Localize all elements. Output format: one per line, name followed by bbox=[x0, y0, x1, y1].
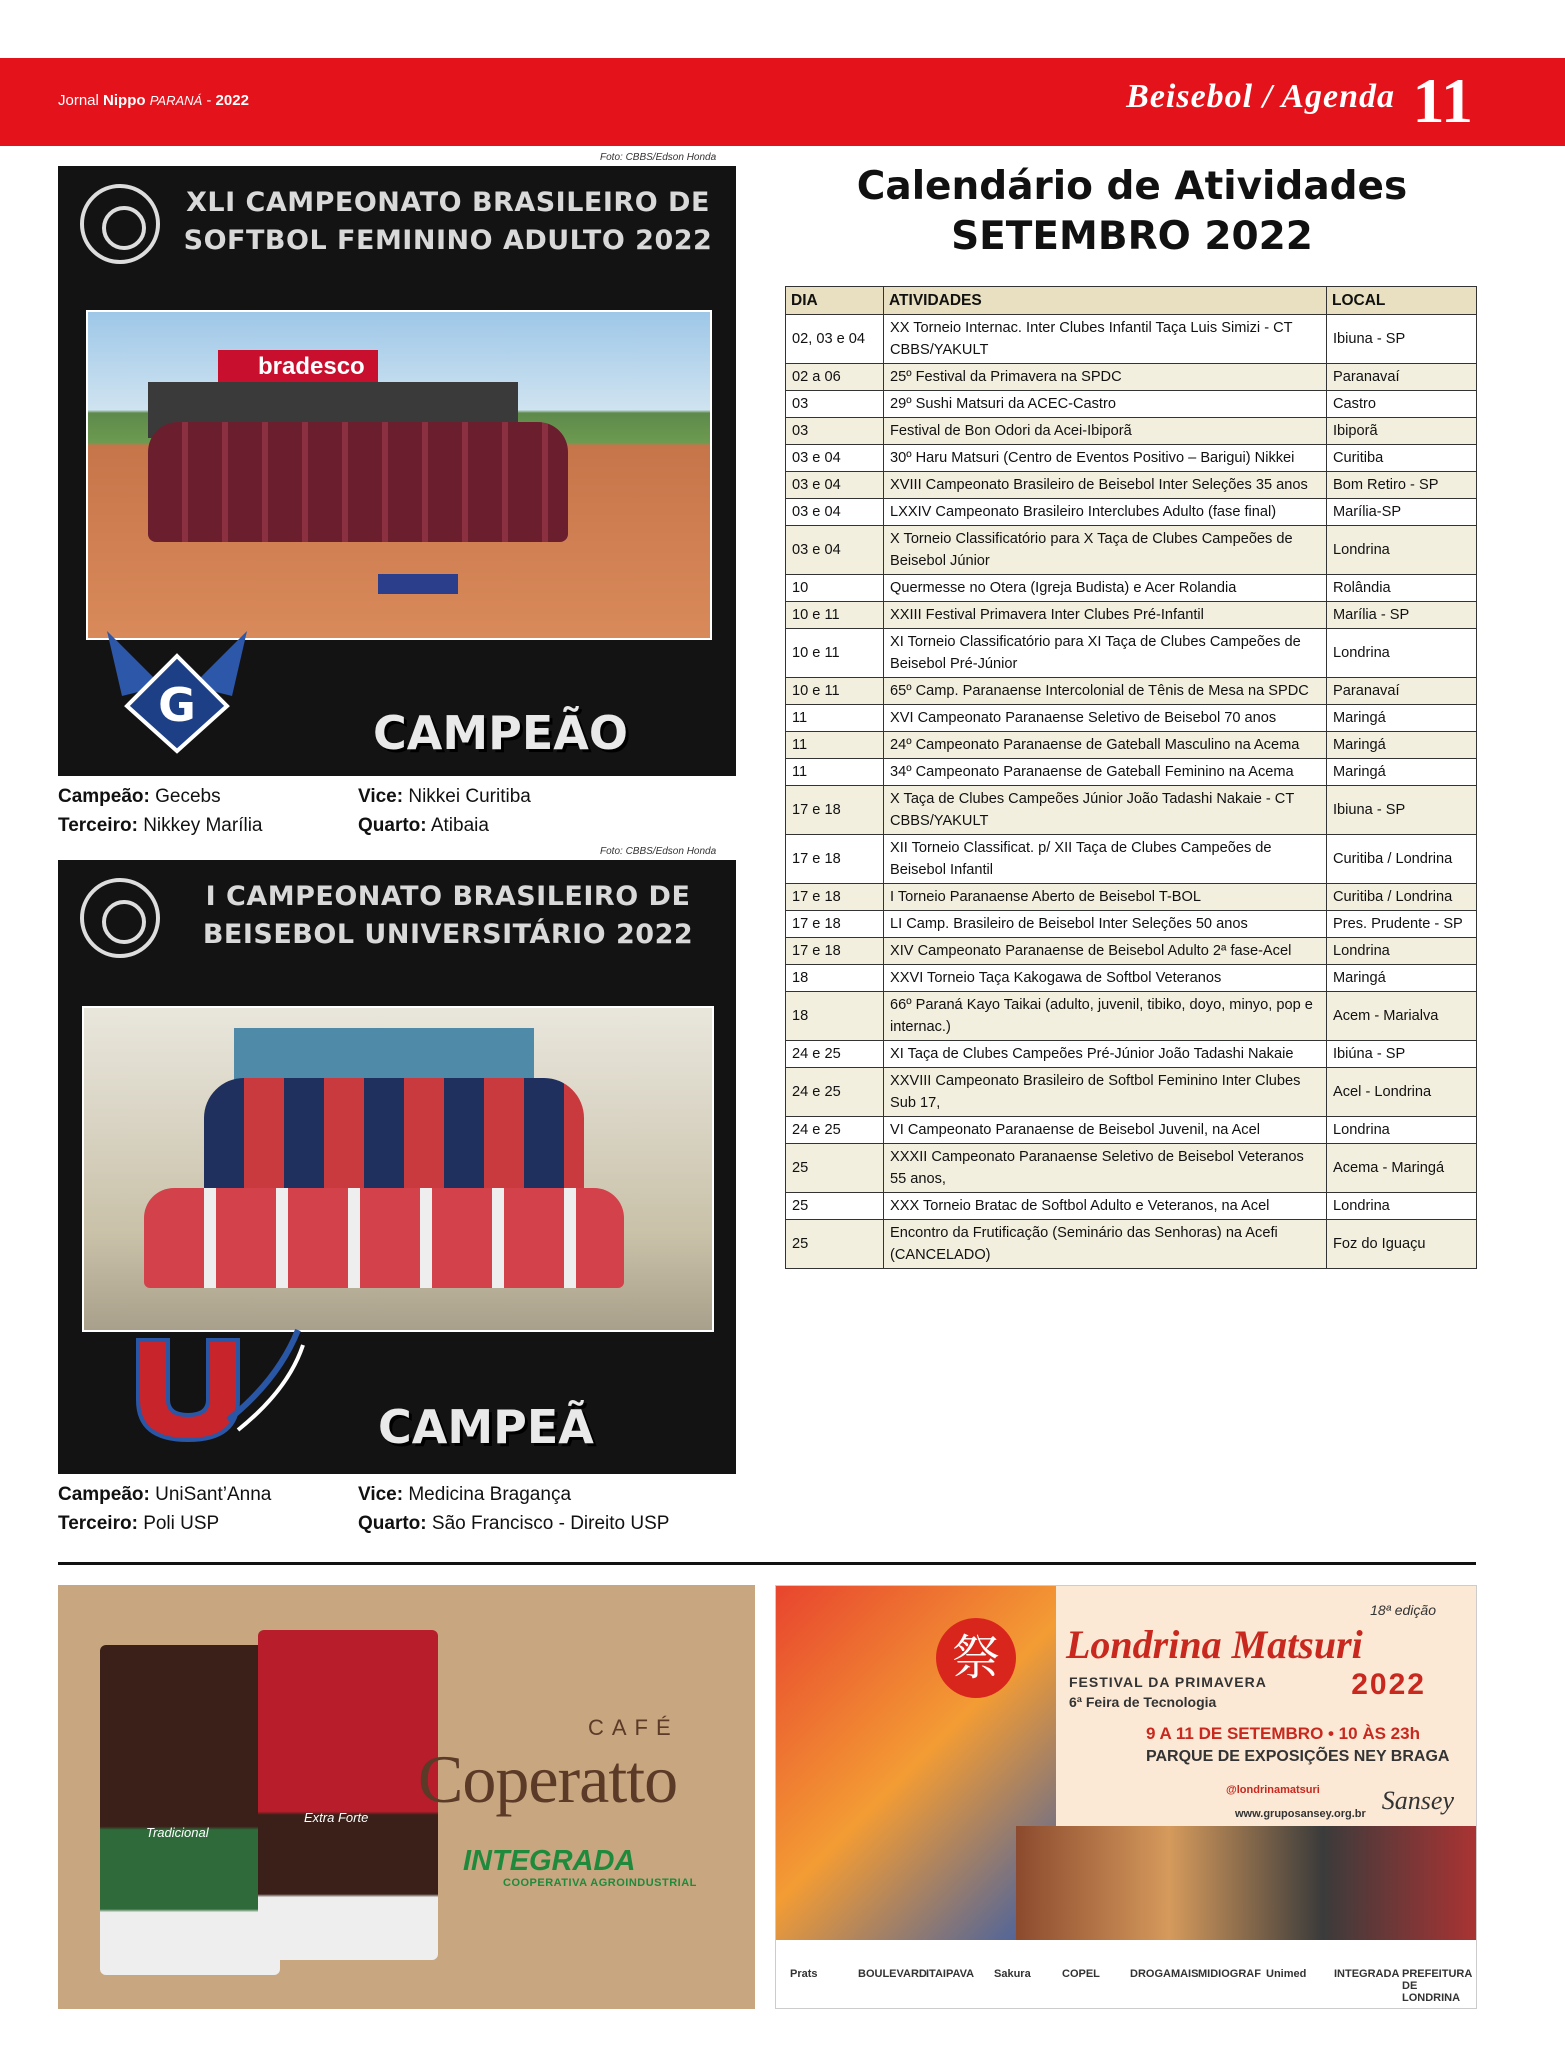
cell-atividade: XXIII Festival Primavera Inter Clubes Pré-Infantil bbox=[884, 602, 1327, 629]
result-label: Terceiro: bbox=[58, 815, 138, 836]
header-atividades: ATIVIDADES bbox=[884, 287, 1327, 315]
sponsor-logo: Prats bbox=[790, 1968, 818, 1980]
calendar-row bbox=[786, 602, 1477, 629]
cbbs-logo-icon bbox=[80, 878, 160, 958]
masthead bbox=[58, 92, 249, 109]
section-divider bbox=[58, 1562, 1476, 1565]
calendar-row bbox=[786, 759, 1477, 786]
sponsor-logo: ITAIPAVA bbox=[926, 1968, 975, 1980]
matsuri-site: www.gruposansey.org.br bbox=[1235, 1808, 1366, 1820]
result-label: Vice: bbox=[358, 786, 404, 807]
cell-dia: 11 bbox=[786, 759, 884, 786]
calendar-row bbox=[786, 938, 1477, 965]
cell-atividade: 34º Campeonato Paranaense de Gateball Feminino na Acema bbox=[884, 759, 1327, 786]
cell-dia: 10 e 11 bbox=[786, 678, 884, 705]
masthead-region: PARANÁ bbox=[149, 93, 203, 108]
cell-local: Curitiba / Londrina bbox=[1327, 835, 1477, 884]
edition-label: 18ª edição bbox=[1370, 1602, 1436, 1618]
matsuri-kanji-icon: 祭 bbox=[936, 1618, 1016, 1698]
beisebol-title-line1: I CAMPEONATO BRASILEIRO DE bbox=[205, 881, 691, 912]
sponsor-logo: INTEGRADA bbox=[1334, 1968, 1400, 1980]
cell-local: Marília - SP bbox=[1327, 602, 1477, 629]
calendar-title-line1: Calendário de Atividades bbox=[856, 164, 1408, 209]
result-value: Nikkey Marília bbox=[143, 815, 263, 836]
calendar-row bbox=[786, 884, 1477, 911]
photo-credit: Foto: CBBS/Edson Honda bbox=[600, 152, 717, 163]
cell-atividade: XIV Campeonato Paranaense de Beisebol Adulto 2ª fase-Acel bbox=[884, 938, 1327, 965]
result-label: Terceiro: bbox=[58, 1513, 138, 1534]
result-value: Poli USP bbox=[143, 1513, 220, 1534]
bag-label: Extra Forte bbox=[304, 1810, 369, 1825]
cell-dia: 03 e 04 bbox=[786, 499, 884, 526]
matsuri-subtitle1: FESTIVAL DA PRIMAVERA bbox=[1069, 1674, 1267, 1690]
page-number: 11 bbox=[1412, 65, 1473, 136]
integrada-subtitle: COOPERATIVA AGROINDUSTRIAL bbox=[503, 1877, 697, 1889]
cell-dia: 24 e 25 bbox=[786, 1117, 884, 1144]
cell-local: Ibiuna - SP bbox=[1327, 786, 1477, 835]
calendar-row bbox=[786, 499, 1477, 526]
cell-atividade: LXXIV Campeonato Brasileiro Interclubes Adulto (fase final) bbox=[884, 499, 1327, 526]
softbol-poster bbox=[58, 166, 736, 776]
coffee-bag-tradicional bbox=[100, 1645, 280, 1975]
calendar-row bbox=[786, 472, 1477, 499]
softbol-title-line2: SOFTBOL FEMININO ADULTO 2022 bbox=[183, 225, 713, 256]
cell-atividade: Festival de Bon Odori da Acei-Ibiporã bbox=[884, 418, 1327, 445]
svg-text:G: G bbox=[158, 678, 196, 732]
matsuri-title: Londrina Matsuri bbox=[1066, 1622, 1363, 1667]
cell-atividade: XVI Campeonato Paranaense Seletivo de Beisebol 70 anos bbox=[884, 705, 1327, 732]
calendar-table bbox=[785, 286, 1477, 1269]
cell-dia: 24 e 25 bbox=[786, 1041, 884, 1068]
cell-dia: 17 e 18 bbox=[786, 911, 884, 938]
cell-local: Paranavaí bbox=[1327, 678, 1477, 705]
sponsors-bar bbox=[776, 1940, 1476, 2008]
cell-dia: 25 bbox=[786, 1220, 884, 1269]
calendar-row bbox=[786, 1220, 1477, 1269]
cell-local: Ibiuna - SP bbox=[1327, 315, 1477, 364]
cell-atividade: XXVI Torneio Taça Kakogawa de Softbol Veteranos bbox=[884, 965, 1327, 992]
cell-local: Curitiba / Londrina bbox=[1327, 884, 1477, 911]
result-champion bbox=[58, 1480, 358, 1509]
sponsor-logo: PREFEITURA DE LONDRINA bbox=[1402, 1968, 1472, 2004]
cell-local: Maringá bbox=[1327, 965, 1477, 992]
coperatto-brand: Coperatto bbox=[418, 1741, 678, 1817]
photo-credit: Foto: CBBS/Edson Honda bbox=[600, 846, 717, 857]
header-dia: DIA bbox=[786, 287, 884, 315]
gecebs-banner bbox=[378, 574, 458, 594]
cell-dia: 25 bbox=[786, 1144, 884, 1193]
cell-dia: 03 e 04 bbox=[786, 472, 884, 499]
result-value: São Francisco - Direito USP bbox=[431, 1513, 670, 1534]
result-fourth bbox=[358, 811, 658, 840]
cell-local: Maringá bbox=[1327, 759, 1477, 786]
festival-photos bbox=[1016, 1826, 1476, 1942]
cbbs-logo-icon bbox=[80, 184, 160, 264]
cell-atividade: XI Torneio Classificatório para XI Taça de Clubes Campeões de Beisebol Pré-Júnior bbox=[884, 629, 1327, 678]
calendar-title bbox=[782, 162, 1482, 262]
calendar-row bbox=[786, 1117, 1477, 1144]
londrina-matsuri-ad bbox=[775, 1585, 1477, 2009]
result-label: Vice: bbox=[358, 1484, 404, 1505]
cell-dia: 10 e 11 bbox=[786, 602, 884, 629]
cell-local: Acel - Londrina bbox=[1327, 1068, 1477, 1117]
coperatto-ad bbox=[58, 1585, 755, 2009]
calendar-row bbox=[786, 911, 1477, 938]
beisebol-champion-word: CAMPEÃ bbox=[378, 1400, 594, 1454]
softbol-title-line1: XLI CAMPEONATO BRASILEIRO DE bbox=[186, 187, 710, 218]
cell-dia: 10 bbox=[786, 575, 884, 602]
cell-local: Paranavaí bbox=[1327, 364, 1477, 391]
players-group bbox=[148, 422, 568, 542]
cell-dia: 03 e 04 bbox=[786, 445, 884, 472]
matsuri-social: @londrinamatsuri bbox=[1226, 1784, 1320, 1796]
cell-local: Rolândia bbox=[1327, 575, 1477, 602]
beisebol-title-line2: BEISEBOL UNIVERSITÁRIO 2022 bbox=[202, 919, 694, 950]
sponsor-logo: DROGAMAIS bbox=[1130, 1968, 1199, 1980]
cell-local: Ibiporã bbox=[1327, 418, 1477, 445]
result-value: UniSant’Anna bbox=[155, 1484, 272, 1505]
cell-dia: 03 bbox=[786, 418, 884, 445]
beisebol-poster-title bbox=[178, 878, 718, 954]
cell-local: Acem - Marialva bbox=[1327, 992, 1477, 1041]
softbol-champion-word: CAMPEÃO bbox=[373, 706, 628, 760]
cell-dia: 03 bbox=[786, 391, 884, 418]
sponsor-logo: Unimed bbox=[1266, 1968, 1307, 1980]
cell-atividade: X Torneio Classificatório para X Taça de Clubes Campeões de Beisebol Júnior bbox=[884, 526, 1327, 575]
result-fourth bbox=[358, 1509, 738, 1538]
masthead-year: 2022 bbox=[215, 92, 249, 109]
cafe-label: CAFÉ bbox=[588, 1715, 679, 1740]
sansey-logo: Sansey bbox=[1381, 1786, 1454, 1815]
matsuri-dates: 9 A 11 DE SETEMBRO • 10 ÀS 23h bbox=[1146, 1724, 1420, 1743]
cell-dia: 17 e 18 bbox=[786, 884, 884, 911]
cell-atividade: 29º Sushi Matsuri da ACEC-Castro bbox=[884, 391, 1327, 418]
cell-dia: 11 bbox=[786, 705, 884, 732]
result-value: Atibaia bbox=[430, 815, 489, 836]
cell-dia: 18 bbox=[786, 965, 884, 992]
bag-label: Tradicional bbox=[146, 1825, 209, 1840]
result-vice bbox=[358, 1480, 738, 1509]
cell-atividade: LI Camp. Brasileiro de Beisebol Inter Seleções 50 anos bbox=[884, 911, 1327, 938]
cell-local: Pres. Prudente - SP bbox=[1327, 911, 1477, 938]
softbol-results bbox=[58, 782, 738, 842]
calendar-row bbox=[786, 965, 1477, 992]
calendar-row bbox=[786, 391, 1477, 418]
cell-local: Ibiúna - SP bbox=[1327, 1041, 1477, 1068]
cell-atividade: XII Torneio Classificat. p/ XII Taça de Clubes Campeões de Beisebol Infantil bbox=[884, 835, 1327, 884]
calendar-row bbox=[786, 678, 1477, 705]
cell-local: Londrina bbox=[1327, 526, 1477, 575]
sponsor-logo: Sakura bbox=[994, 1968, 1031, 1980]
cell-local: Acema - Maringá bbox=[1327, 1144, 1477, 1193]
cell-local: Londrina bbox=[1327, 938, 1477, 965]
result-third bbox=[58, 1509, 358, 1538]
cell-dia: 02 a 06 bbox=[786, 364, 884, 391]
calendar-row bbox=[786, 1041, 1477, 1068]
cell-local: Curitiba bbox=[1327, 445, 1477, 472]
cell-atividade: X Taça de Clubes Campeões Júnior João Tadashi Nakaie - CT CBBS/YAKULT bbox=[884, 786, 1327, 835]
cell-dia: 17 e 18 bbox=[786, 786, 884, 835]
matsuri-venue: PARQUE DE EXPOSIÇÕES NEY BRAGA bbox=[1146, 1748, 1450, 1765]
calendar-row bbox=[786, 629, 1477, 678]
beisebol-team-photo bbox=[82, 1006, 714, 1332]
calendar-row bbox=[786, 1193, 1477, 1220]
matsuri-subtitle2: 6ª Feira de Tecnologia bbox=[1069, 1694, 1217, 1710]
integrada-logo: INTEGRADA bbox=[463, 1845, 636, 1877]
result-value: Nikkei Curitiba bbox=[408, 786, 531, 807]
cell-dia: 25 bbox=[786, 1193, 884, 1220]
cell-atividade: VI Campeonato Paranaense de Beisebol Juvenil, na Acel bbox=[884, 1117, 1327, 1144]
sponsor-logo: MIDIOGRAF bbox=[1198, 1968, 1261, 1980]
beisebol-poster bbox=[58, 860, 736, 1474]
calendar-row bbox=[786, 418, 1477, 445]
cell-local: Maringá bbox=[1327, 705, 1477, 732]
cell-atividade: 25º Festival da Primavera na SPDC bbox=[884, 364, 1327, 391]
gecebs-logo-icon bbox=[102, 626, 252, 756]
calendar-row bbox=[786, 575, 1477, 602]
cell-local: Londrina bbox=[1327, 629, 1477, 678]
dancer-illustration bbox=[776, 1586, 1056, 1942]
calendar-title-line2: SETEMBRO 2022 bbox=[951, 214, 1313, 259]
cell-local: Londrina bbox=[1327, 1117, 1477, 1144]
cell-dia: 17 e 18 bbox=[786, 835, 884, 884]
bradesco-banner: bradesco bbox=[218, 350, 378, 384]
cell-local: Londrina bbox=[1327, 1193, 1477, 1220]
cell-atividade: XXX Torneio Bratac de Softbol Adulto e Veteranos, na Acel bbox=[884, 1193, 1327, 1220]
result-label: Campeão: bbox=[58, 786, 150, 807]
result-vice bbox=[358, 782, 658, 811]
cell-atividade: 65º Camp. Paranaense Intercolonial de Tênis de Mesa na SPDC bbox=[884, 678, 1327, 705]
cell-local: Maringá bbox=[1327, 732, 1477, 759]
matsuri-year: 2022 bbox=[1351, 1668, 1426, 1701]
cell-atividade: XXXII Campeonato Paranaense Seletivo de Beisebol Veteranos 55 anos, bbox=[884, 1144, 1327, 1193]
cell-dia: 24 e 25 bbox=[786, 1068, 884, 1117]
cell-atividade: XI Taça de Clubes Campeões Pré-Júnior João Tadashi Nakaie bbox=[884, 1041, 1327, 1068]
calendar-row bbox=[786, 1068, 1477, 1117]
cell-atividade: XVIII Campeonato Brasileiro de Beisebol Inter Seleções 35 anos bbox=[884, 472, 1327, 499]
calendar-row bbox=[786, 315, 1477, 364]
sponsor-logo: BOULEVARD bbox=[858, 1968, 927, 1980]
result-champion bbox=[58, 782, 358, 811]
cell-dia: 18 bbox=[786, 992, 884, 1041]
result-label: Quarto: bbox=[358, 815, 427, 836]
header-local: LOCAL bbox=[1327, 287, 1477, 315]
cell-dia: 02, 03 e 04 bbox=[786, 315, 884, 364]
calendar-header-row bbox=[786, 287, 1477, 315]
calendar-row bbox=[786, 992, 1477, 1041]
masthead-name: Nippo bbox=[103, 92, 146, 109]
masthead-prefix: Jornal bbox=[58, 92, 99, 109]
beisebol-results bbox=[58, 1480, 738, 1540]
calendar-body bbox=[786, 315, 1477, 1269]
cell-local: Foz do Iguaçu bbox=[1327, 1220, 1477, 1269]
calendar-row bbox=[786, 364, 1477, 391]
result-label: Campeão: bbox=[58, 1484, 150, 1505]
cell-atividade: XXVIII Campeonato Brasileiro de Softbol Feminino Inter Clubes Sub 17, bbox=[884, 1068, 1327, 1117]
result-third bbox=[58, 811, 358, 840]
cell-dia: 03 e 04 bbox=[786, 526, 884, 575]
coffee-bag-extra-forte bbox=[258, 1630, 438, 1960]
masthead-sep: - bbox=[206, 92, 212, 109]
cell-dia: 10 e 11 bbox=[786, 629, 884, 678]
cell-atividade: I Torneio Paranaense Aberto de Beisebol T-BOL bbox=[884, 884, 1327, 911]
calendar-row bbox=[786, 1144, 1477, 1193]
cell-dia: 11 bbox=[786, 732, 884, 759]
players-kneeling bbox=[144, 1188, 624, 1288]
sponsor-logo: COPEL bbox=[1062, 1968, 1100, 1980]
calendar-row bbox=[786, 835, 1477, 884]
calendar-row bbox=[786, 786, 1477, 835]
calendar-row bbox=[786, 445, 1477, 472]
result-value: Medicina Bragança bbox=[408, 1484, 572, 1505]
cell-atividade: 24º Campeonato Paranaense de Gateball Masculino na Acema bbox=[884, 732, 1327, 759]
unisantanna-logo-icon bbox=[128, 1320, 308, 1450]
cell-atividade: 30º Haru Matsuri (Centro de Eventos Positivo – Barigui) Nikkei bbox=[884, 445, 1327, 472]
cell-local: Castro bbox=[1327, 391, 1477, 418]
calendar-row bbox=[786, 705, 1477, 732]
cell-dia: 17 e 18 bbox=[786, 938, 884, 965]
players-standing bbox=[204, 1078, 584, 1198]
cell-local: Bom Retiro - SP bbox=[1327, 472, 1477, 499]
cell-local: Marília-SP bbox=[1327, 499, 1477, 526]
cell-atividade: 66º Paraná Kayo Taikai (adulto, juvenil, tibiko, doyo, minyo, pop e internac.) bbox=[884, 992, 1327, 1041]
cell-atividade: Quermesse no Otera (Igreja Budista) e Acer Rolandia bbox=[884, 575, 1327, 602]
result-label: Quarto: bbox=[358, 1513, 427, 1534]
softbol-team-photo bbox=[86, 310, 712, 640]
calendar-row bbox=[786, 526, 1477, 575]
cell-atividade: XX Torneio Internac. Inter Clubes Infantil Taça Luis Simizi - CT CBBS/YAKULT bbox=[884, 315, 1327, 364]
section-title: Beisebol / Agenda bbox=[1126, 78, 1395, 115]
result-value: Gecebs bbox=[155, 786, 221, 807]
calendar-row bbox=[786, 732, 1477, 759]
cell-atividade: Encontro da Frutificação (Seminário das Senhoras) na Acefi (CANCELADO) bbox=[884, 1220, 1327, 1269]
softbol-poster-title bbox=[178, 184, 718, 260]
